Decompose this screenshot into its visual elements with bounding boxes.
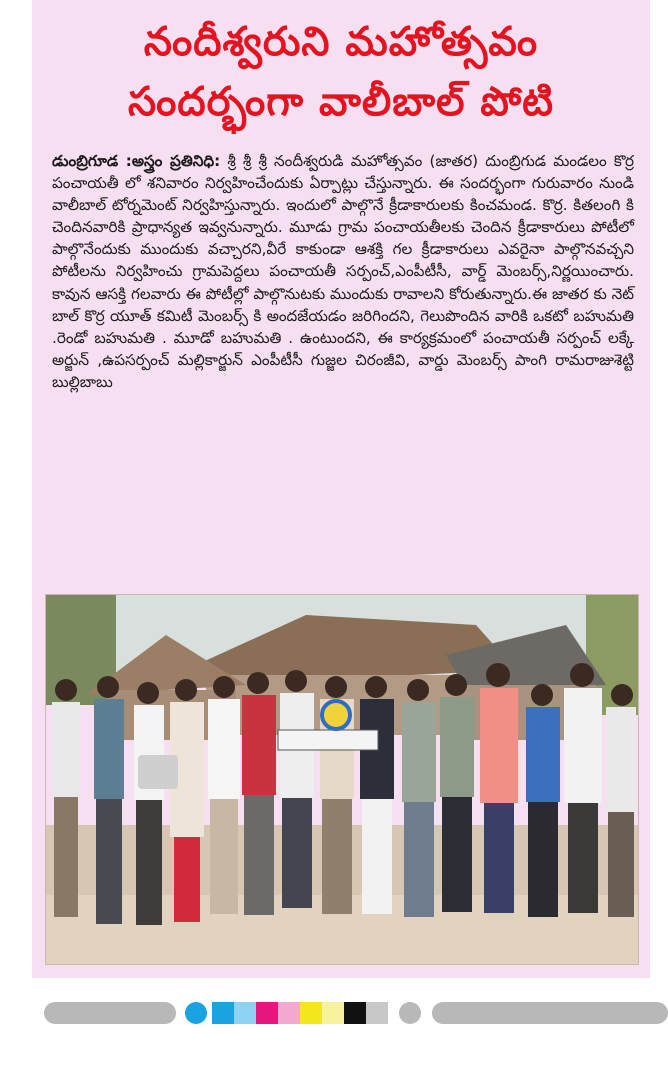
dateline: డుంబ్రిగూడ :అస్త్రం ప్రతినిధి: [52, 152, 221, 170]
volleyball-net [278, 730, 378, 750]
registration-gray-left [44, 1002, 176, 1024]
printer-registration-bar [44, 1000, 668, 1026]
news-photo [45, 594, 639, 965]
headline [32, 12, 650, 132]
news-clipping [32, 0, 650, 978]
registration-cyan-circle [185, 1002, 207, 1024]
article-body-text: శ్రీ శ్రీ శ్రీ నందీశ్వరుడి మహోత్సవం (జాతర) దుంబ్రిగుడ మండలం కొర్ర పంచాయతీ లో శనివారం నిర్వహించేందుకు ఏర్పాట్లు చేస్తున్నారు. ఈ సందర్భంగా గురువారం నుండి వాలీబాల్ టోర్నమెంట్ నిర్వహిస్తున్నారు. ఇందులో పాల్గొనే క్రీడాకారులకు కించమండ. కొర్ర. కితలంగి కి చెందినవారికి ప్రాధాన్యత ఇవ్వనున్నారు. మూడు గ్రామ పంచాయతీలకు చెందిన క్రీడాకారులు పోటీలో పాల్గొనేందుకు ముందుకు వచ్చారని,వీరే కాకుండా ఆశక్తి గల క్రీడాకారులు ఎవరైనా పాల్గొనవచ్చని పోటీలను నిర్వహించు గ్రామపెద్దలు పంచాయతీ సర్పంచ్,ఎంపీటీసీ, వార్డ్ మెంబర్స్,నిర్ణయించారు. కావున ఆసక్తి గలవారు ఈ పోటీల్లో పాల్గొనుటకు ముందుకు రావాలని కోరుతున్నారు.ఈ జాతర కు నెట్ బాల్ కొర్ర యూత్ కమిటీ మెంబర్స్ కి అందజేయడం జరిగిందని, గెలుపొందిన వారికి ఒకటో బహుమతి .రెండో బహుమతి . మూడో బహుమతి . ఉంటుందని, ఈ కార్యక్రమంలో పంచాయతీ సర్పంచ్ లక్కే అర్జున్ ,ఉపసర్పంచ్ మల్లికార్జున్ ఎంపీటీసీ గుజ్జల చిరంజీవి, వార్డు మెంబర్స్ పాంగి రామరాజుశెట్టి బుల్లిబాబు [52, 152, 634, 391]
headline-line-1: నందీశ్వరుని మహోత్సవం [143, 19, 539, 65]
headline-line-2: సందర్భంగా వాలీబాల్ పోటి [127, 79, 554, 125]
registration-gray-circle [399, 1002, 421, 1024]
registration-gray-right [432, 1002, 668, 1024]
volleyball [322, 701, 350, 729]
article-body [52, 150, 634, 393]
